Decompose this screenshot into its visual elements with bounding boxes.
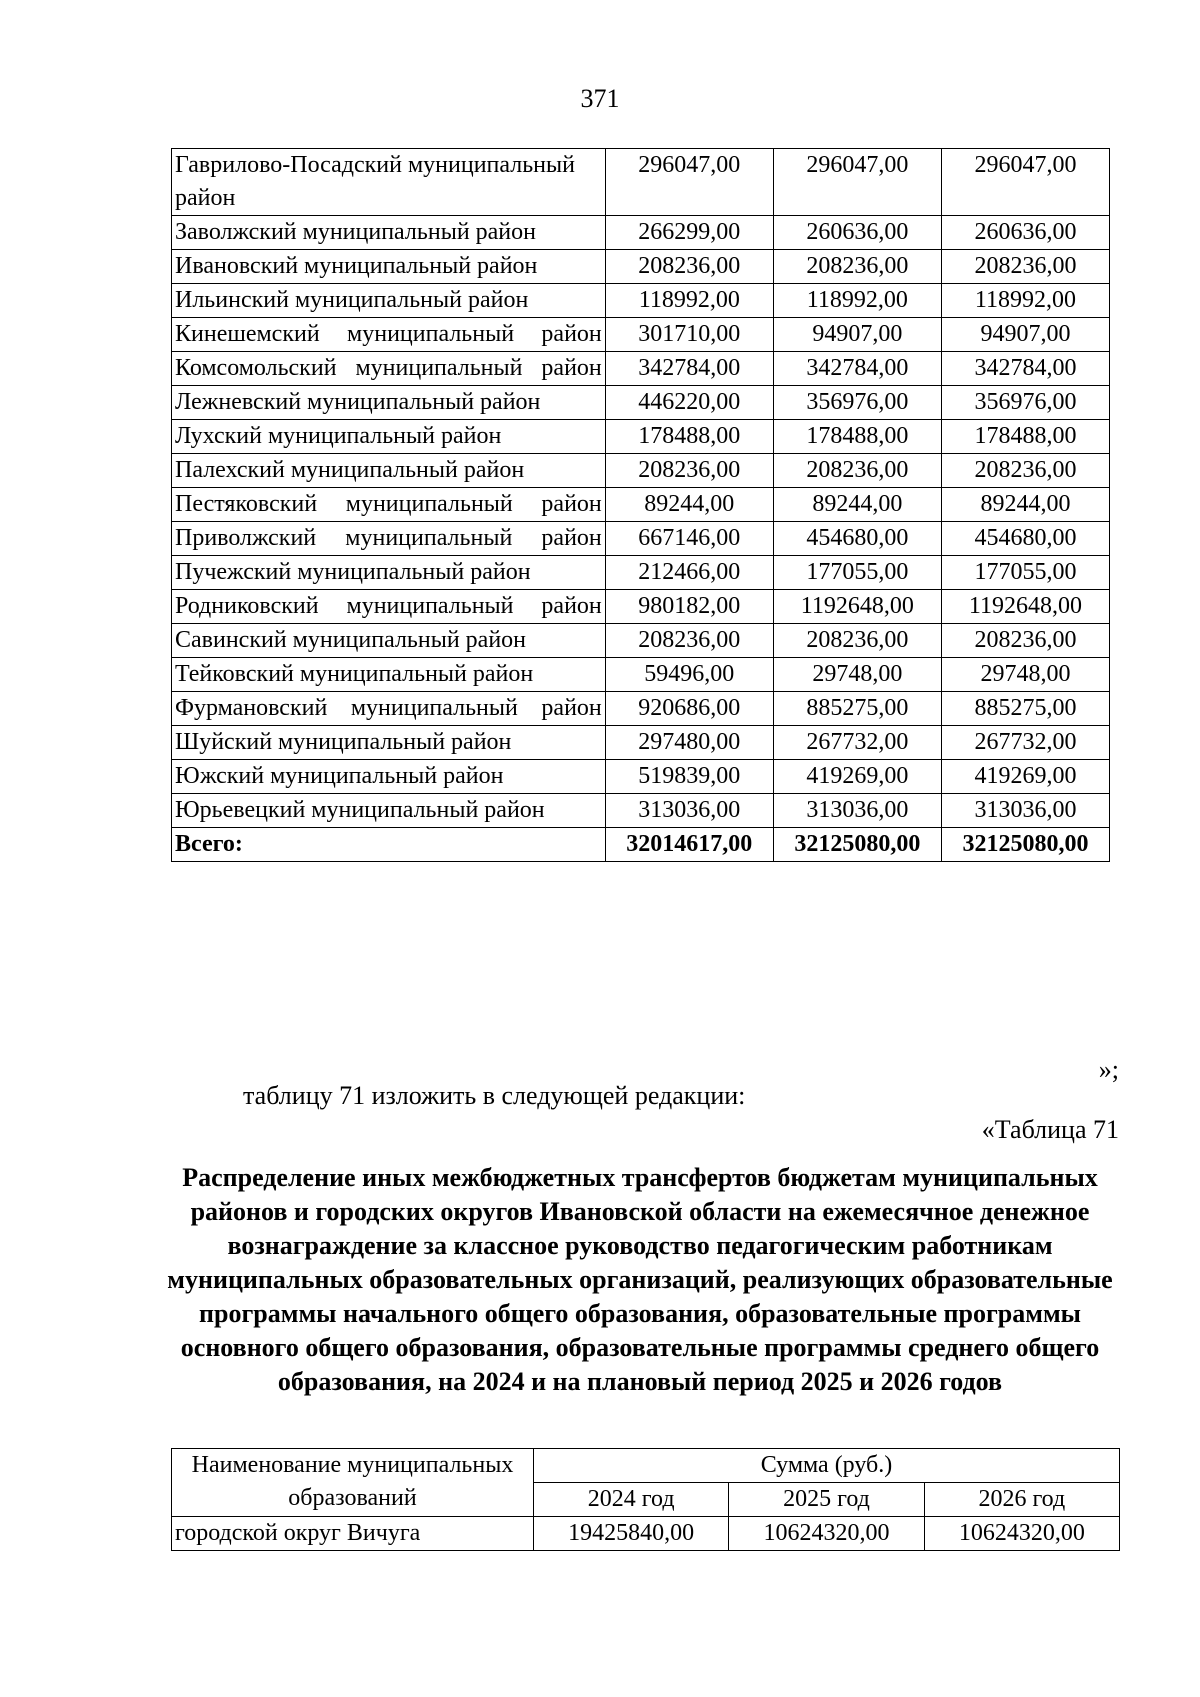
amount-cell-2026: 29748,00 — [941, 658, 1109, 692]
amount-cell-2026: 342784,00 — [941, 352, 1109, 386]
table-70-body — [172, 149, 1110, 862]
amount-cell-2025: 313036,00 — [773, 794, 941, 828]
amount-cell-2026: 118992,00 — [941, 284, 1109, 318]
amount-cell-2024: 59496,00 — [605, 658, 773, 692]
municipality-name-cell: Пестяковский муниципальный район — [172, 488, 606, 522]
amount-cell-2026: 313036,00 — [941, 794, 1109, 828]
municipality-name-cell: Пучежский муниципальный район — [172, 556, 606, 590]
municipality-name-cell: Тейковский муниципальный район — [172, 658, 606, 692]
municipality-name-cell: Ивановский муниципальный район — [172, 250, 606, 284]
municipality-name-cell: городской округ Вичуга — [172, 1517, 534, 1551]
table-label: «Таблица 71 — [981, 1115, 1119, 1144]
amount-cell-2026: 885275,00 — [941, 692, 1109, 726]
table-71-header-row — [172, 1449, 1120, 1483]
municipality-name-cell: Комсомольский муниципальный район — [172, 352, 606, 386]
amount-cell-2025: 177055,00 — [773, 556, 941, 590]
table-row — [172, 794, 1110, 828]
table-row — [172, 692, 1110, 726]
allocation-table-71 — [171, 1448, 1120, 1551]
amount-cell-2024: 313036,00 — [605, 794, 773, 828]
amount-cell-2025: 208236,00 — [773, 624, 941, 658]
amount-cell-2026: 10624320,00 — [924, 1517, 1119, 1551]
municipality-name-cell: Ильинский муниципальный район — [172, 284, 606, 318]
table-row — [172, 318, 1110, 352]
amount-cell-2026: 260636,00 — [941, 216, 1109, 250]
amount-cell-2024: 342784,00 — [605, 352, 773, 386]
column-header-year: 2026 год — [924, 1483, 1119, 1517]
amount-cell-2025: 342784,00 — [773, 352, 941, 386]
amount-cell-2024: 297480,00 — [605, 726, 773, 760]
table-row — [172, 624, 1110, 658]
table-row — [172, 556, 1110, 590]
amount-cell-2024: 519839,00 — [605, 760, 773, 794]
table-row — [172, 590, 1110, 624]
municipality-name-cell: Фурмановский муниципальный район — [172, 692, 606, 726]
amount-cell-2025: 454680,00 — [773, 522, 941, 556]
amount-cell-2025: 29748,00 — [773, 658, 941, 692]
amount-cell-2026: 356976,00 — [941, 386, 1109, 420]
table-row — [172, 658, 1110, 692]
table-row — [172, 352, 1110, 386]
amount-cell-2026: 267732,00 — [941, 726, 1109, 760]
amount-cell-2025: 419269,00 — [773, 760, 941, 794]
amount-cell-2024: 920686,00 — [605, 692, 773, 726]
column-header-year: 2024 год — [534, 1483, 729, 1517]
municipality-name-cell: Родниковский муниципальный район — [172, 590, 606, 624]
amount-cell-2024: 980182,00 — [605, 590, 773, 624]
amount-cell-2024: 266299,00 — [605, 216, 773, 250]
amount-cell-2024: 208236,00 — [605, 624, 773, 658]
amount-cell-2025: 1192648,00 — [773, 590, 941, 624]
municipality-name-cell: Савинский муниципальный район — [172, 624, 606, 658]
amount-cell-2024: 446220,00 — [605, 386, 773, 420]
table-71-heading: Распределение иных межбюджетных трансфертов бюджетам муниципальных районов и городских округов Ивановской области на ежемесячное денежное вознаграждение за классное руководство педагогическим работникам муниципальных образовательных организаций, реализующих образовательные программы начального общего образования, образовательные программы основного общего образования, образовательные программы среднего общего образования, на 2024 и на плановый период 2025 и 2026 годов — [167, 1163, 1113, 1396]
amount-cell-2026: 454680,00 — [941, 522, 1109, 556]
total-amount-2024: 32014617,00 — [605, 828, 773, 862]
total-amount-2025: 32125080,00 — [773, 828, 941, 862]
amount-cell-2025: 267732,00 — [773, 726, 941, 760]
municipality-name-cell: Гаврилово-Посадский муниципальный район — [172, 149, 606, 216]
amount-cell-2026: 1192648,00 — [941, 590, 1109, 624]
column-header-name: Наименование муниципальных образований — [172, 1449, 534, 1517]
amount-cell-2025: 89244,00 — [773, 488, 941, 522]
closing-quote: »; — [1098, 1055, 1119, 1084]
municipality-name-cell: Лухский муниципальный район — [172, 420, 606, 454]
table-row — [172, 1517, 1120, 1551]
municipality-name-cell: Шуйский муниципальный район — [172, 726, 606, 760]
amount-cell-2026: 177055,00 — [941, 556, 1109, 590]
table-row — [172, 522, 1110, 556]
municipality-name-cell: Юрьевецкий муниципальный район — [172, 794, 606, 828]
table-row — [172, 760, 1110, 794]
amount-cell-2024: 301710,00 — [605, 318, 773, 352]
table-row — [172, 726, 1110, 760]
table-row — [172, 488, 1110, 522]
amount-cell-2024: 118992,00 — [605, 284, 773, 318]
municipality-name-cell: Приволжский муниципальный район — [172, 522, 606, 556]
amount-cell-2026: 208236,00 — [941, 624, 1109, 658]
table-row — [172, 386, 1110, 420]
table-row — [172, 454, 1110, 488]
allocation-table-70 — [171, 148, 1110, 862]
total-row — [172, 828, 1110, 862]
amount-cell-2026: 89244,00 — [941, 488, 1109, 522]
total-amount-2026: 32125080,00 — [941, 828, 1109, 862]
amount-cell-2026: 419269,00 — [941, 760, 1109, 794]
amount-cell-2026: 208236,00 — [941, 454, 1109, 488]
instruction-text: таблицу 71 изложить в следующей редакции: — [243, 1081, 746, 1110]
amount-cell-2024: 208236,00 — [605, 250, 773, 284]
amount-cell-2026: 178488,00 — [941, 420, 1109, 454]
amount-cell-2024: 178488,00 — [605, 420, 773, 454]
amount-cell-2025: 208236,00 — [773, 454, 941, 488]
amount-cell-2024: 208236,00 — [605, 454, 773, 488]
column-header-year: 2025 год — [729, 1483, 924, 1517]
table-row — [172, 284, 1110, 318]
amount-cell-2025: 118992,00 — [773, 284, 941, 318]
amount-cell-2026: 296047,00 — [941, 149, 1109, 216]
amount-cell-2024: 89244,00 — [605, 488, 773, 522]
table-71-body — [172, 1517, 1120, 1551]
table-row — [172, 250, 1110, 284]
amount-cell-2025: 356976,00 — [773, 386, 941, 420]
amount-cell-2026: 94907,00 — [941, 318, 1109, 352]
municipality-name-cell: Южский муниципальный район — [172, 760, 606, 794]
amount-cell-2026: 208236,00 — [941, 250, 1109, 284]
table-row — [172, 420, 1110, 454]
table-row — [172, 149, 1110, 216]
municipality-name-cell: Палехский муниципальный район — [172, 454, 606, 488]
amount-cell-2025: 260636,00 — [773, 216, 941, 250]
amount-cell-2025: 94907,00 — [773, 318, 941, 352]
municipality-name-cell: Заволжский муниципальный район — [172, 216, 606, 250]
amount-cell-2024: 212466,00 — [605, 556, 773, 590]
column-header-sum: Сумма (руб.) — [534, 1449, 1120, 1483]
municipality-name-cell: Лежневский муниципальный район — [172, 386, 606, 420]
amount-cell-2024: 296047,00 — [605, 149, 773, 216]
municipality-name-cell: Кинешемский муниципальный район — [172, 318, 606, 352]
total-label: Всего: — [172, 828, 606, 862]
page-number: 371 — [580, 84, 620, 113]
table-row — [172, 216, 1110, 250]
amount-cell-2024: 667146,00 — [605, 522, 773, 556]
amount-cell-2025: 885275,00 — [773, 692, 941, 726]
amount-cell-2025: 10624320,00 — [729, 1517, 924, 1551]
amount-cell-2025: 208236,00 — [773, 250, 941, 284]
amount-cell-2024: 19425840,00 — [534, 1517, 729, 1551]
amount-cell-2025: 296047,00 — [773, 149, 941, 216]
amount-cell-2025: 178488,00 — [773, 420, 941, 454]
